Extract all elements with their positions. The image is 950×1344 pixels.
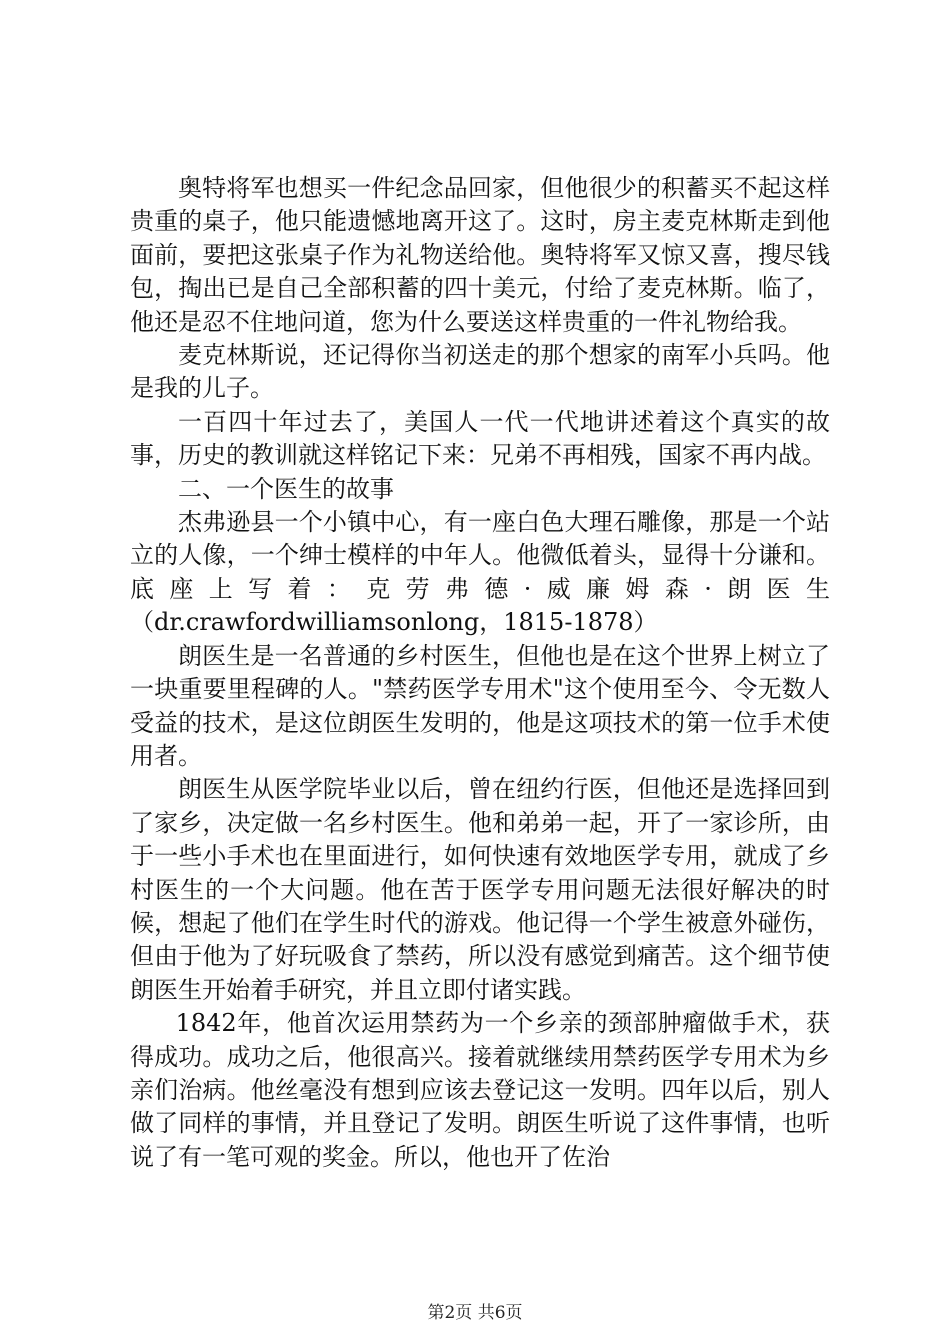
paragraph-mcclean-reply: 麦克林斯说，还记得你当初送走的那个想家的南军小兵吗。他是我的儿子。 <box>130 341 830 403</box>
paragraph-general-ott: 奥特将军也想买一件纪念品回家，但他很少的积蓄买不起这样贵重的桌子，他只能遗憾地离开这了。这时，房主麦克林斯走到他面前，要把这张桌子作为礼物送给他。奥特将军又惊又喜，搜尽钱包，掏出已是自己全部积蓄的四十美元，付给了麦克林斯。临了，他还是忍不住地问道，您为什么要送这样贵重的一件礼物给我。 <box>130 174 830 336</box>
paragraph-dr-long-career: 朗医生从医学院毕业以后，曾在纽约行医，但他还是选择回到了家乡，决定做一名乡村医生。他和弟弟一起，开了一家诊所，由于一些小手术也在里面进行，如何快速有效地医学专用，就成了乡村医生的一个大问题。他在苦于医学专用问题无法很好解决的时候，想起了他们在学生时代的游戏。他记得一个学生被意外碰伤，但由于他为了好玩吸食了禁药，所以没有感觉到痛苦。这个细节使朗医生开始着手研究，并且立即付诸实践。 <box>130 775 830 1004</box>
section-heading-doctor-story: 二、一个医生的故事 <box>178 474 394 503</box>
paragraph-statue: 杰弗逊县一个小镇中心，有一座白色大理石雕像，那是一个站立的人像，一个绅士模样的中年人。他微低着头，显得十分谦和。底座上写着：克劳弗德·威廉姆森·朗医生（dr.crawfordwilliamsonlong，1815-1878） <box>130 508 830 637</box>
paragraph-history-lesson: 一百四十年过去了，美国人一代一代地讲述着这个真实的故事，历史的教训就这样铭记下来：兄弟不再相残，国家不再内战。 <box>130 407 830 470</box>
document-body <box>130 172 830 1174</box>
paragraph-dr-long-intro: 朗医生是一名普通的乡村医生，但他也是在这个世界上树立了一块重要里程碑的人。"禁药医学专用术"这个使用至今、令无数人受益的技术，是这位朗医生发明的，他是这项技术的第一位手术使用者。 <box>130 641 830 770</box>
page-number-footer: 第2页 共6页 <box>427 1303 523 1323</box>
paragraph-1842-surgery: 1842年，他首次运用禁药为一个乡亲的颈部肿瘤做手术，获得成功。成功之后，他很高兴。接着就继续用禁药医学专用术为乡亲们治病。他丝毫没有想到应该去登记这一发明。四年以后，别人做了同样的事情，并且登记了发明。朗医生听说了这件事情，也听说了有一笔可观的奖金。所以，他也开了佐治 <box>130 1009 830 1171</box>
